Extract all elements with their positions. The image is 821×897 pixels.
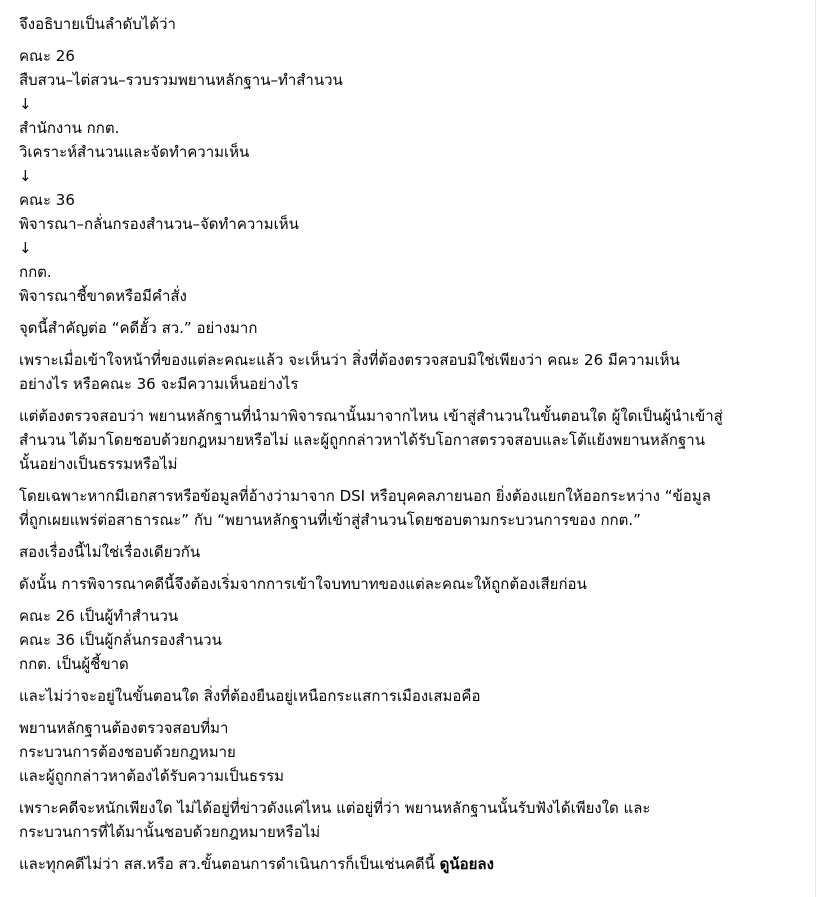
paragraph-line: สองเรื่องนี้ไม่ใช่เรื่องเดียวกัน	[19, 543, 201, 561]
closing-line	[19, 852, 809, 876]
paragraph-line: กระบวนการที่ได้มานั้นชอบด้วยกฎหมายหรือไม่	[19, 823, 321, 841]
flow-list	[19, 44, 809, 308]
role-committee-36: คณะ 36 เป็นผู้กลั่นกรองสำนวน	[19, 631, 222, 649]
paragraph-line: แต่ต้องตรวจสอบว่า พยานหลักฐานที่นำมาพิจารณานั้นมาจากไหน เข้าสู่สำนวนในขั้นตอนใด ผู้ใดเป็นผู้นำเข้าสู่	[19, 407, 723, 425]
role-committee-26: คณะ 26 เป็นผู้ทำสำนวน	[19, 607, 179, 625]
flow-step-ect: กกต.	[19, 263, 52, 281]
paragraph-line: สำนวน ได้มาโดยชอบด้วยกฎหมายหรือไม่ และผู้ถูกกล่าวหาได้รับโอกาสตรวจสอบและโต้แย้งพยานหลักฐาน	[19, 431, 705, 449]
paragraph-line: เพราะคดีจะหนักเพียงใด ไม่ได้อยู่ที่ข่าวดังแค่ไหน แต่อยู่ที่ว่า พยานหลักฐานนั้นรับฟังได้เพียงใด และ	[19, 799, 651, 817]
closing-paragraph	[19, 852, 809, 876]
paragraph-line: นั้นอย่างเป็นธรรมหรือไม่	[19, 455, 178, 473]
because-paragraph	[19, 348, 809, 396]
closing-text: และทุกคดีไม่ว่า สส.หรือ สว.ขั้นตอนการดำเนินการก็เป็นเช่นคดีนี้	[19, 855, 440, 873]
key-point-line: จุดนี้สำคัญต่อ “คดีฮั้ว สว.” อย่างมาก	[19, 319, 258, 337]
roles-list	[19, 604, 809, 676]
flow-step-committee-36: คณะ 36	[19, 191, 75, 209]
principle-evidence: พยานหลักฐานต้องตรวจสอบที่มา	[19, 719, 229, 737]
whatever-stage-paragraph	[19, 684, 809, 708]
flow-arrow: ↓	[19, 95, 32, 113]
flow-step-ect-office: สำนักงาน กกต.	[19, 119, 120, 137]
paragraph-line: ดังนั้น การพิจารณาคดีนี้จึงต้องเริ่มจากการเข้าใจบทบาทของแต่ละคณะให้ถูกต้องเสียก่อน	[19, 575, 587, 593]
paragraph-line: เพราะเมื่อเข้าใจหน้าที่ของแต่ละคณะแล้ว จะเห็นว่า สิ่งที่ต้องตรวจสอบมิใช่เพียงว่า คณะ 26 มีความเห็น	[19, 351, 680, 369]
see-less-link[interactable]: ดูน้อยลง	[439, 855, 494, 873]
must-verify-paragraph	[19, 404, 809, 476]
key-point-paragraph	[19, 316, 809, 340]
principle-fairness: และผู้ถูกกล่าวหาต้องได้รับความเป็นธรรม	[19, 767, 285, 785]
right-divider	[815, 0, 816, 897]
paragraph-line: ที่ถูกเผยแพร่ต่อสาธารณะ” กับ “พยานหลักฐานที่เข้าสู่สำนวนโดยชอบตามกระบวนการของ กกต.”	[19, 511, 641, 529]
paragraph-line: อย่างไร หรือคณะ 36 จะมีความเห็นอย่างไร	[19, 375, 299, 393]
conclusion-paragraph	[19, 796, 809, 844]
not-same-paragraph	[19, 540, 809, 564]
flow-arrow: ↓	[19, 239, 32, 257]
flow-step-ect-duty: พิจารณาชี้ขาดหรือมีคำสั่ง	[19, 287, 187, 305]
paragraph-line: โดยเฉพาะหากมีเอกสารหรือข้อมูลที่อ้างว่ามาจาก DSI หรือบุคคลภายนอก ยิ่งต้องแยกให้ออกระหว่าง “ข้อมูล	[19, 487, 711, 505]
flow-step-committee-26: คณะ 26	[19, 47, 75, 65]
flow-step-ect-office-duty: วิเคราะห์สำนวนและจัดทำความเห็น	[19, 143, 250, 161]
especially-paragraph	[19, 484, 809, 532]
intro-line: จึงอธิบายเป็นลำดับได้ว่า	[19, 15, 176, 33]
flow-step-committee-26-duty: สืบสวน–ไต่สวน–รวบรวมพยานหลักฐาน–ทำสำนวน	[19, 71, 343, 89]
post-body	[19, 12, 809, 884]
intro-paragraph	[19, 12, 809, 36]
flow-arrow: ↓	[19, 167, 32, 185]
flow-step-committee-36-duty: พิจารณา–กลั่นกรองสำนวน–จัดทำความเห็น	[19, 215, 299, 233]
therefore-paragraph	[19, 572, 809, 596]
principles-list	[19, 716, 809, 788]
role-ect: กกต. เป็นผู้ชี้ขาด	[19, 655, 129, 673]
paragraph-line: และไม่ว่าจะอยู่ในขั้นตอนใด สิ่งที่ต้องยืนอยู่เหนือกระแสการเมืองเสมอคือ	[19, 687, 481, 705]
principle-process: กระบวนการต้องชอบด้วยกฎหมาย	[19, 743, 236, 761]
